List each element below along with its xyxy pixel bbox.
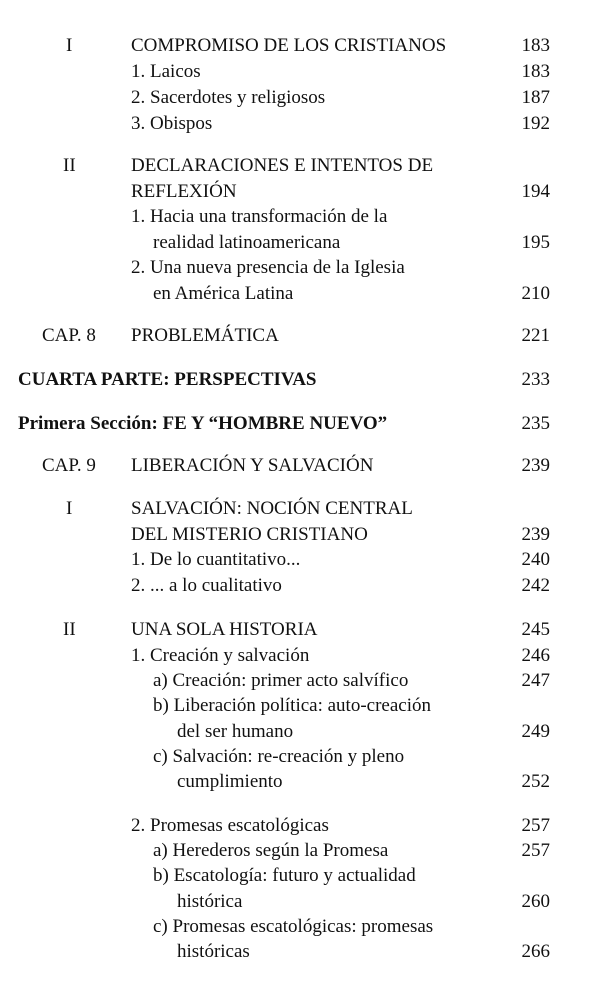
entry-title: PROBLEMÁTICA [131, 325, 279, 346]
entry-title: b) Escatología: futuro y actualidad [153, 865, 416, 886]
entry-title: a) Creación: primer acto salvífico [153, 670, 409, 691]
entry-title: 2. Promesas escatológicas [131, 815, 329, 836]
toc-entry [0, 745, 600, 769]
page-number: 240 [521, 549, 550, 570]
toc-entry [0, 497, 600, 521]
page-number: 235 [521, 413, 550, 434]
entry-title: 2. ... a lo cualitativo [131, 575, 282, 596]
section-number: II [63, 619, 76, 640]
toc-entry [0, 548, 600, 572]
toc-entry [0, 454, 600, 478]
entry-title: DEL MISTERIO CRISTIANO [131, 524, 368, 545]
entry-title: históricas [177, 941, 250, 962]
page-number: 252 [521, 771, 550, 792]
page-number: 257 [521, 840, 550, 861]
toc-entry [0, 864, 600, 888]
toc-entry [0, 694, 600, 718]
toc-entry-cont [0, 523, 600, 547]
page-number: 187 [521, 87, 550, 108]
page-number: 245 [521, 619, 550, 640]
entry-title: realidad latinoamericana [153, 232, 341, 253]
toc-entry [0, 644, 600, 668]
entry-title: c) Salvación: re-creación y pleno [153, 746, 405, 767]
page-number: 192 [521, 113, 550, 134]
page-number: 266 [521, 941, 550, 962]
entry-title: COMPROMISO DE LOS CRISTIANOS [131, 35, 447, 56]
part-title: CUARTA PARTE: PERSPECTIVAS [18, 369, 317, 390]
chapter-number: CAP. 8 [42, 325, 96, 346]
toc-entry-cont [0, 231, 600, 255]
page-number: 194 [521, 181, 550, 202]
entry-title: a) Herederos según la Promesa [153, 840, 389, 861]
entry-title: REFLEXIÓN [131, 181, 237, 202]
toc-entry [0, 205, 600, 229]
page-number: 210 [521, 283, 550, 304]
page-number: 183 [521, 35, 550, 56]
entry-title: UNA SOLA HISTORIA [131, 619, 318, 640]
toc-entry-cont [0, 180, 600, 204]
entry-title: 1. Hacia una transformación de la [131, 206, 388, 227]
toc-entry [0, 618, 600, 642]
toc-entry [0, 839, 600, 863]
toc-entry [0, 60, 600, 84]
toc-entry [0, 86, 600, 110]
toc-section [0, 412, 600, 436]
toc-entry [0, 112, 600, 136]
page-number: 221 [521, 325, 550, 346]
page-number: 183 [521, 61, 550, 82]
entry-title: DECLARACIONES E INTENTOS DE [131, 155, 434, 176]
toc-entry [0, 154, 600, 178]
entry-title: b) Liberación política: auto-creación [153, 695, 432, 716]
entry-title: SALVACIÓN: NOCIÓN CENTRAL [131, 498, 413, 519]
entry-title: LIBERACIÓN Y SALVACIÓN [131, 455, 374, 476]
toc-entry-cont [0, 940, 600, 964]
toc-entry [0, 324, 600, 348]
page-number: 246 [521, 645, 550, 666]
page-number: 195 [521, 232, 550, 253]
entry-title: del ser humano [177, 721, 294, 742]
section-number: I [66, 498, 73, 519]
toc-entry [0, 915, 600, 939]
page-number: 260 [521, 891, 550, 912]
page-number: 239 [521, 455, 550, 476]
chapter-number: CAP. 9 [42, 455, 96, 476]
toc-entry [0, 669, 600, 693]
section-number: I [66, 35, 73, 56]
entry-title: cumplimiento [177, 771, 283, 792]
toc-entry [0, 814, 600, 838]
entry-title: 1. De lo cuantitativo... [131, 549, 301, 570]
entry-title: 2. Una nueva presencia de la Iglesia [131, 257, 405, 278]
toc-entry [0, 256, 600, 280]
toc-part [0, 368, 600, 392]
page-number: 247 [521, 670, 550, 691]
entry-title: histórica [177, 891, 243, 912]
page-number: 249 [521, 721, 550, 742]
entry-title: 1. Laicos [131, 61, 201, 82]
entry-title: en América Latina [153, 283, 294, 304]
page-number: 242 [521, 575, 550, 596]
page-number: 233 [521, 369, 550, 390]
toc-entry [0, 574, 600, 598]
section-number: II [63, 155, 76, 176]
entry-title: 1. Creación y salvación [131, 645, 310, 666]
toc-entry-cont [0, 770, 600, 794]
toc-entry-cont [0, 890, 600, 914]
page-number: 239 [521, 524, 550, 545]
toc-entry-cont [0, 720, 600, 744]
section-title: Primera Sección: FE Y “HOMBRE NUEVO” [18, 413, 388, 434]
toc-entry [0, 34, 600, 58]
toc-entry-cont [0, 282, 600, 306]
entry-title: 3. Obispos [131, 113, 213, 134]
entry-title: 2. Sacerdotes y religiosos [131, 87, 326, 108]
page-number: 257 [521, 815, 550, 836]
entry-title: c) Promesas escatológicas: promesas [153, 916, 434, 937]
